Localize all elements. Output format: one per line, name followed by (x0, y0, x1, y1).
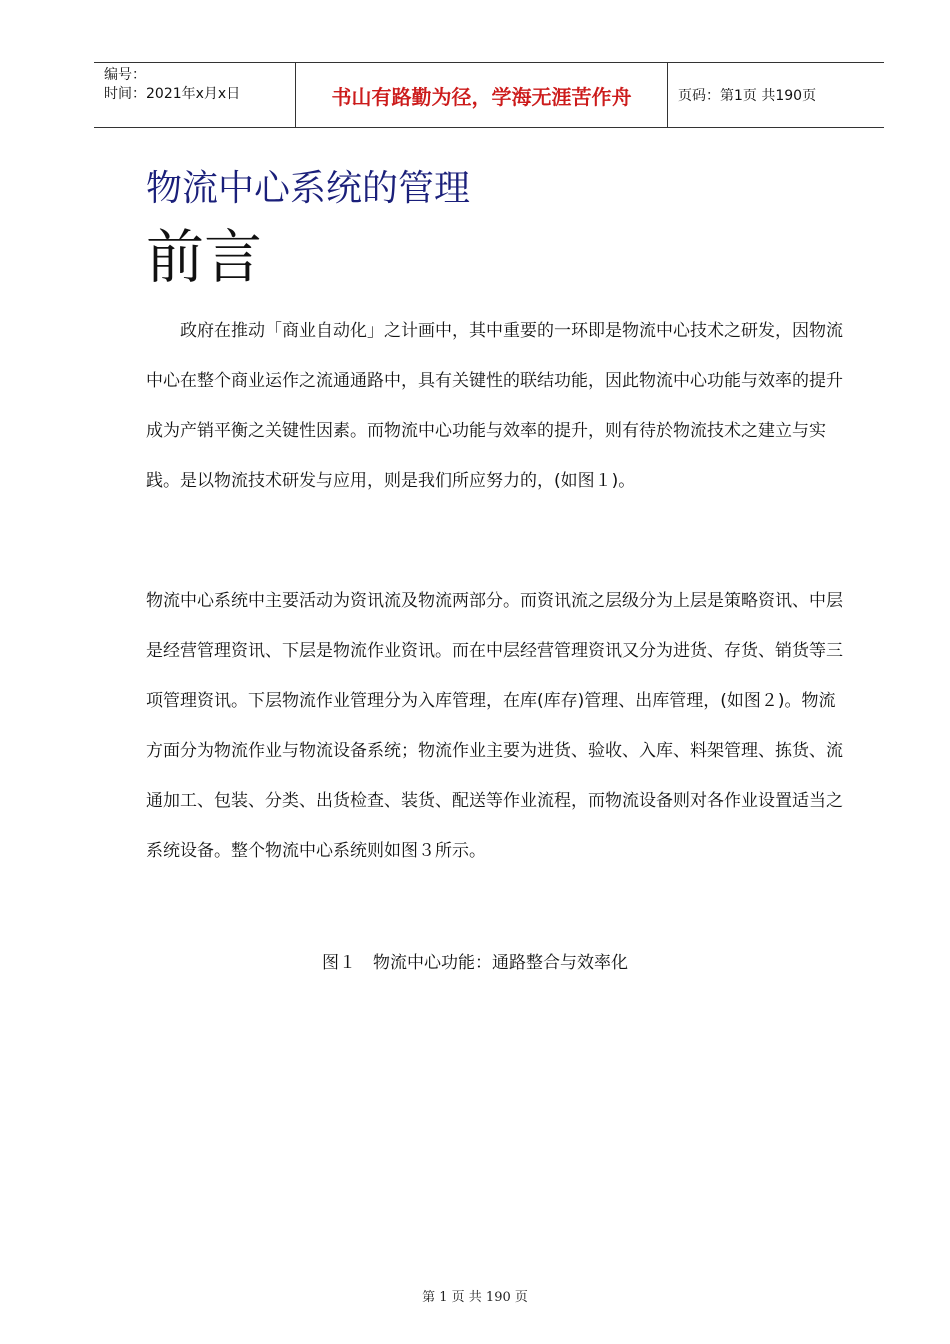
page-footer: 第 1 页 共 190 页 (422, 1290, 528, 1305)
header-page-info: 页码：第1页 共190页 (678, 88, 817, 104)
number-label: 编号： (104, 67, 146, 83)
figure-caption: 图１ 物流中心功能：通路整合与效率化 (322, 953, 628, 973)
paragraph-system: 物流中心系统中主要活动为资讯流及物流两部分。而资讯流之层级分为上层是策略资讯、中层是经营管理资讯、下层是物流作业资讯。而在中层经营管理资讯又分为进货、存货、销货等三项管理资讯。下层物流作业管理分为入库管理，在库(库存)管理、出库管理，(如图２)。物流方面分为物流作业与物流设备系统；物流作业主要为进货、验收、入库、料架管理、拣货、流通加工、包装、分类、出货检查、装货、配送等作业流程，而物流设备则对各作业设置适当之系统设备。整个物流中心系统则如图３所示。 (146, 591, 843, 861)
section-title: 前言 (146, 223, 263, 291)
header-meta (94, 63, 295, 127)
header-motto: 书山有路勤为径，学海无涯苦作舟 (295, 63, 668, 127)
time-label: 时间：2021年x月x日 (104, 86, 241, 102)
page-header (94, 62, 884, 128)
document-title: 物流中心系统的管理 (146, 168, 471, 209)
paragraph-intro: 政府在推动「商业自动化」之计画中，其中重要的一环即是物流中心技术之研发，因物流中心在整个商业运作之流通通路中，具有关键性的联结功能，因此物流中心功能与效率的提升成为产销平衡之关键性因素。而物流中心功能与效率的提升，则有待於物流技术之建立与实践。是以物流技术研发与应用，则是我们所应努力的，(如图１)。 (146, 321, 843, 491)
